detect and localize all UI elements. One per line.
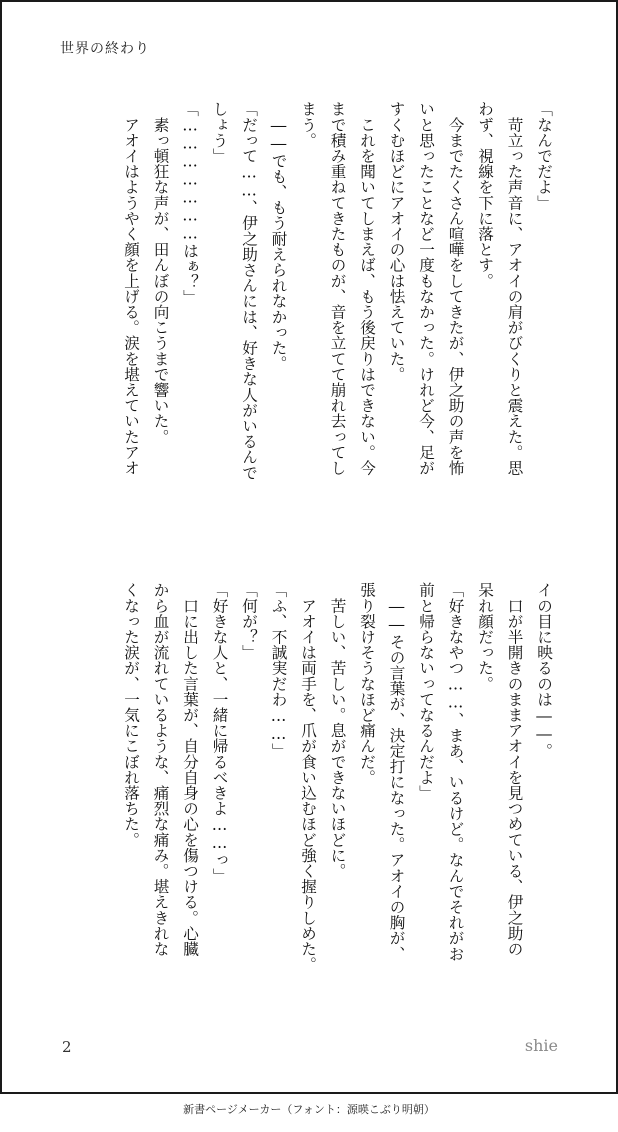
text-line: 「だって……、伊之助さんには、好きな人がいるんで (240, 101, 258, 481)
text-line: アオイはようやく顔を上げる。涙を堪えていたアオ (122, 101, 140, 476)
text-line: これを聞いてしまえば、もう後戻りはできない。今 (358, 101, 376, 476)
text-line: 前と帰らないってなるんだよ」 (417, 582, 435, 801)
text-line: 素っ頓狂な声が、田んぼの向こうまで響いた。 (151, 101, 170, 445)
text-line: くなった涙が、一気にこぼれ落ちた。 (122, 582, 140, 848)
text-line: ――その言葉が、決定打になった。アオイの胸が、 (387, 582, 406, 962)
text-line: 口に出した言葉が、自分自身の心を傷つける。心臓 (181, 582, 199, 957)
author-name: shie (524, 1036, 558, 1055)
text-line: 「なんでだよ」 (535, 101, 553, 211)
text-line: 苦しい、苦しい。息ができないほどに。 (328, 582, 347, 879)
text-line: わず、視線を下に落とす。 (476, 101, 494, 289)
text-line: ――でも、もう耐えられなかった。 (269, 101, 288, 371)
text-line: いと思ったことなど一度もなかった。けれど今、足が (417, 101, 435, 476)
text-line: すくむほどにアオイの心は怯えていた。 (387, 101, 406, 382)
text-line: 「好きな人と、一緒に帰るべきよ……っ」 (210, 582, 229, 884)
text-line: 口が半開きのままアオイを見つめている、伊之助の (505, 582, 524, 957)
text-line: 張り裂けそうなほど痛んだ。 (358, 582, 376, 785)
text-line: 今までたくさん喧嘩をしてきたが、伊之助の声を怖 (446, 101, 465, 476)
upper-text-block (58, 101, 558, 528)
text-line: まで積み重ねてきたものが、音を立てて崩れ去ってし (328, 101, 347, 476)
footer-credit: 新書ページメーカー（フォント：源暎こぶり明朝） (183, 1103, 435, 1116)
chapter-title: 世界の終わり (60, 41, 150, 57)
text-line: 「…………………はぁ？」 (181, 101, 199, 305)
text-line: まう。 (299, 101, 317, 148)
text-line: しょう」 (210, 101, 229, 164)
text-line: 苛立った声音に、アオイの肩がびくりと震えた。思 (505, 101, 524, 476)
text-line: 「何が？」 (240, 582, 258, 660)
text-line: 「ふ、不誠実だわ……」 (269, 582, 288, 759)
text-line: から血が流れているような、痛烈な痛み。堪えきれな (151, 582, 170, 957)
text-line: 「好きなやつ……、まあ、いるけど。なんでそれがお (446, 582, 465, 962)
text-line: アオイは両手を、爪が食い込むほど強く握りしめた。 (299, 582, 317, 972)
page-number: 2 (62, 1038, 72, 1056)
text-line: 呆れ顔だった。 (476, 582, 494, 692)
text-line: イの目に映るのは――。 (535, 582, 553, 759)
lower-text-block (58, 582, 558, 1009)
